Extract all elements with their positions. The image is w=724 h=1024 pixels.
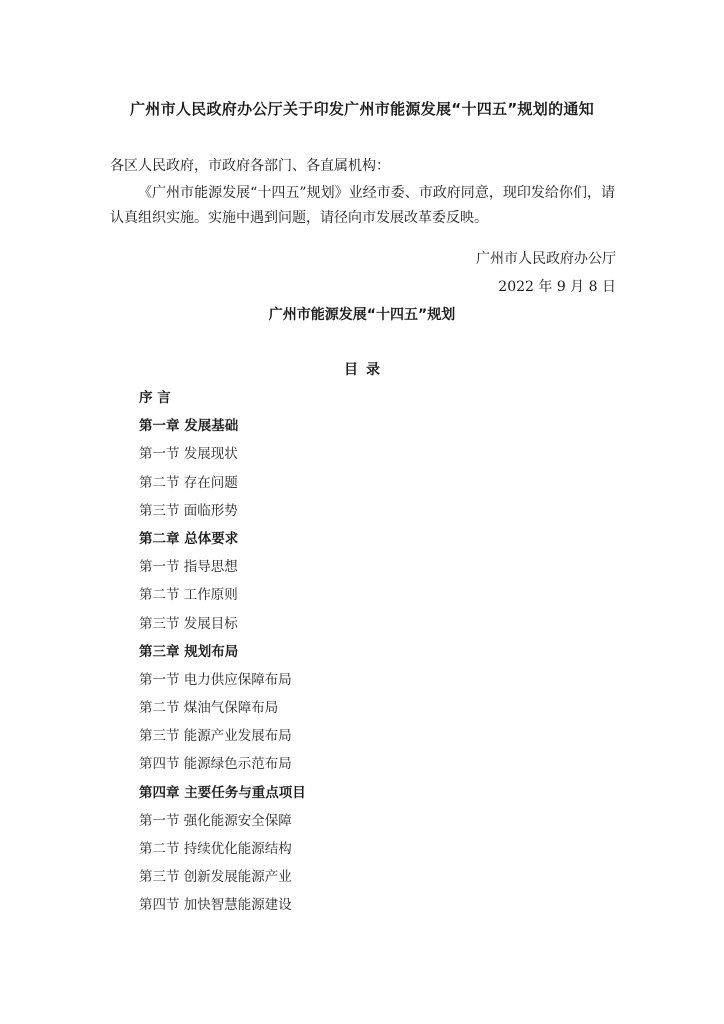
toc-section-entry: 第三节 创新发展能源产业 (139, 869, 292, 886)
toc-chapter-entry: 第三章 规划布局 (139, 643, 239, 660)
toc-section-entry: 第二节 持续优化能源结构 (139, 841, 292, 857)
toc-section-entry: 第三节 能源产业发展布局 (139, 728, 292, 745)
toc-section-entry: 第二节 工作原则 (139, 587, 238, 604)
toc-chapter-entry: 序 言 (139, 390, 171, 406)
toc-section-entry: 第二节 存在问题 (139, 474, 238, 491)
toc-chapter-entry: 第一章 发展基础 (139, 418, 239, 435)
toc-section-entry: 第一节 电力供应保障布局 (139, 671, 292, 688)
plan-title: 广州市能源发展“十四五”规划 (268, 307, 456, 323)
toc-chapter-entry: 第四章 主要任务与重点项目 (139, 784, 306, 801)
toc-section-entry: 第三节 发展目标 (139, 615, 238, 632)
toc-section-entry: 第一节 强化能源安全保障 (139, 812, 292, 829)
toc-title: 目录 (344, 362, 388, 378)
signature-organization: 广州市人民政府办公厅 (476, 251, 616, 267)
table-of-contents (139, 388, 306, 924)
toc-section-entry: 第一节 发展现状 (139, 446, 238, 463)
signature-date: 2022 年 9 月 8 日 (498, 279, 616, 295)
toc-section-entry: 第三节 面临形势 (139, 502, 238, 519)
salutation: 各区人民政府，市政府各部门、各直属机构： (110, 158, 390, 174)
toc-section-entry: 第二节 煤油气保障布局 (139, 700, 279, 717)
toc-chapter-entry: 第二章 总体要求 (139, 530, 239, 547)
notice-title: 广州市人民政府办公厅关于印发广州市能源发展“十四五”规划的通知 (129, 100, 595, 118)
toc-section-entry: 第四节 加快智慧能源建设 (139, 897, 292, 914)
toc-section-entry: 第一节 指导思想 (139, 559, 238, 576)
notice-body: 《广州市能源发展“十四五”规划》业经市委、市政府同意，现印发给你们，请认真组织实施。实施中遇到问题，请径向市发展改革委反映。 (110, 185, 615, 226)
toc-section-entry: 第四节 能源绿色示范布局 (139, 756, 292, 773)
